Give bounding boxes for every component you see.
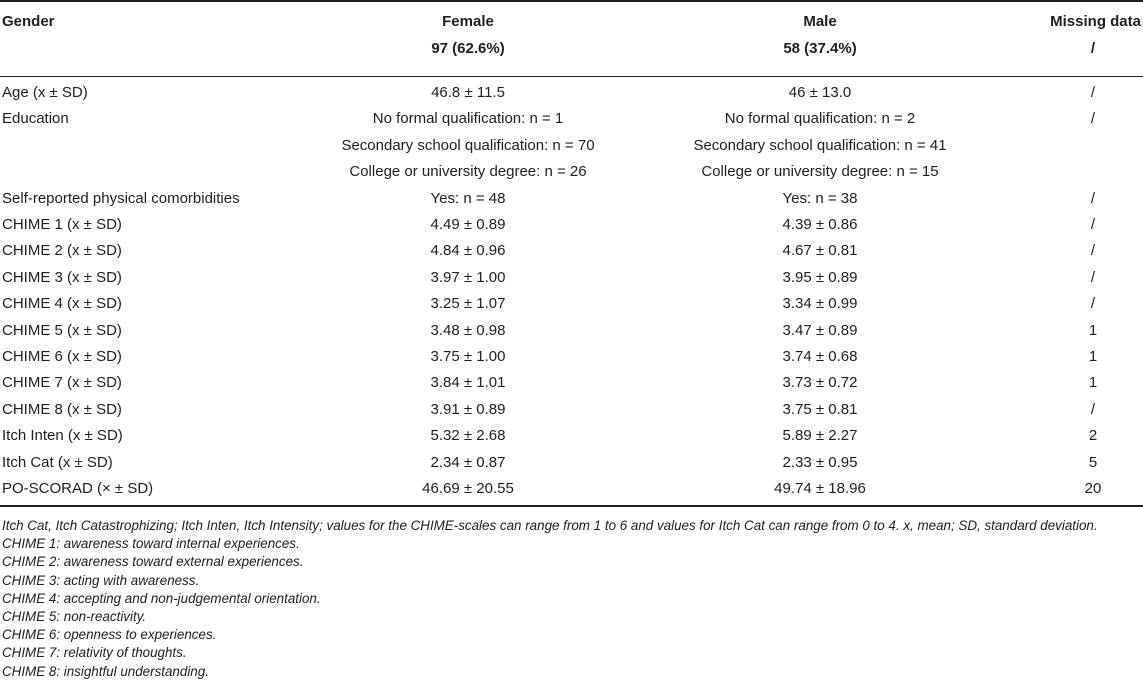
missing-value: 1: [1088, 374, 1098, 391]
female-value: 3.97 ± 1.00: [430, 269, 506, 286]
female-value: 3.25 ± 1.07: [430, 295, 506, 312]
missing-value: 5: [1088, 454, 1098, 471]
female-value: 46.69 ± 20.55: [422, 480, 514, 497]
missing-value: /: [1090, 84, 1096, 101]
female-value: 46.8 ± 11.5: [431, 84, 505, 101]
missing-value: 20: [1084, 480, 1102, 497]
male-value: 3.47 ± 0.89: [782, 322, 858, 339]
table-bottom-rule: [0, 505, 1143, 507]
row-label: Itch Inten (x ± SD): [2, 427, 123, 444]
male-value: 4.67 ± 0.81: [782, 242, 858, 259]
female-value: 3.75 ± 1.00: [430, 348, 506, 365]
missing-value: 1: [1088, 322, 1098, 339]
missing-value: /: [1090, 269, 1096, 286]
female-value: Yes: n = 48: [430, 190, 506, 207]
row-label: Age (x ± SD): [2, 84, 88, 101]
missing-value: /: [1090, 295, 1096, 312]
row-label: CHIME 8 (x ± SD): [2, 401, 122, 418]
row-label: CHIME 2 (x ± SD): [2, 242, 122, 259]
footnote: CHIME 3: acting with awareness.: [2, 572, 200, 588]
header-female: Female: [442, 13, 494, 30]
header-missing-data: Missing data: [1050, 13, 1141, 30]
row-label: Itch Cat (x ± SD): [2, 454, 113, 471]
missing-value: 2: [1088, 427, 1098, 444]
male-value: 4.39 ± 0.86: [782, 216, 858, 233]
male-value: 46 ± 13.0: [788, 84, 852, 101]
male-value: 49.74 ± 18.96: [774, 480, 866, 497]
male-value: 3.34 ± 0.99: [782, 295, 858, 312]
male-value: 2.33 ± 0.95: [782, 454, 858, 471]
male-value: 3.74 ± 0.68: [782, 348, 858, 365]
missing-value: /: [1090, 216, 1096, 233]
header-male-count: 58 (37.4%): [783, 40, 857, 57]
row-label: CHIME 3 (x ± SD): [2, 269, 122, 286]
row-label: CHIME 7 (x ± SD): [2, 374, 122, 391]
male-value: 3.75 ± 0.81: [782, 401, 858, 418]
row-label: CHIME 5 (x ± SD): [2, 322, 122, 339]
female-value: 2.34 ± 0.87: [430, 454, 506, 471]
female-value: 5.32 ± 2.68: [430, 427, 506, 444]
footnote: CHIME 6: openness to experiences.: [2, 627, 217, 643]
female-value: College or university degree: n = 26: [349, 163, 587, 180]
male-value: 5.89 ± 2.27: [782, 427, 858, 444]
missing-value: /: [1090, 242, 1096, 259]
footnote: CHIME 8: insightful understanding.: [2, 663, 209, 679]
header-missing-sub: /: [1090, 40, 1096, 57]
female-value: No formal qualification: n = 1: [372, 110, 564, 127]
footnote: CHIME 1: awareness toward internal experiences.: [2, 536, 300, 552]
male-value: No formal qualification: n = 2: [724, 110, 916, 127]
row-label: PO-SCORAD (× ± SD): [2, 480, 154, 497]
footnote: CHIME 2: awareness toward external experiences.: [2, 554, 304, 570]
row-label: CHIME 1 (x ± SD): [2, 216, 122, 233]
row-label: Self-reported physical comorbidities: [2, 190, 240, 207]
row-label: CHIME 6 (x ± SD): [2, 348, 122, 365]
female-value: 4.49 ± 0.89: [430, 216, 506, 233]
female-value: 4.84 ± 0.96: [430, 242, 506, 259]
male-value: Yes: n = 38: [782, 190, 858, 207]
missing-value: /: [1090, 401, 1096, 418]
row-label: CHIME 4 (x ± SD): [2, 295, 122, 312]
footnote: CHIME 4: accepting and non-judgemental orientation.: [2, 590, 321, 606]
missing-value: 1: [1088, 348, 1098, 365]
male-value: College or university degree: n = 15: [701, 163, 939, 180]
male-value: 3.95 ± 0.89: [782, 269, 858, 286]
female-value: 3.48 ± 0.98: [430, 322, 506, 339]
footnote: Itch Cat, Itch Catastrophizing; Itch Inten, Itch Intensity; values for the CHIME-scales can range from 1 to 6 and values for Itch Cat can range from 0 to 4. x, mean; SD, standard deviation.: [2, 518, 1098, 533]
missing-value: /: [1090, 190, 1096, 207]
female-value: 3.84 ± 1.01: [430, 374, 506, 391]
header-male: Male: [803, 13, 837, 30]
table-footnotes: [2, 517, 1142, 681]
male-value: Secondary school qualification: n = 41: [693, 137, 947, 154]
row-label: Education: [2, 110, 69, 127]
footnote: CHIME 5: non-reactivity.: [2, 609, 147, 625]
female-value: 3.91 ± 0.89: [430, 401, 506, 418]
missing-value: /: [1090, 110, 1096, 127]
male-value: 3.73 ± 0.72: [782, 374, 858, 391]
female-value: Secondary school qualification: n = 70: [341, 137, 595, 154]
footnote: CHIME 7: relativity of thoughts.: [2, 645, 187, 661]
header-female-count: 97 (62.6%): [431, 40, 505, 57]
header-gender: Gender: [2, 13, 55, 30]
